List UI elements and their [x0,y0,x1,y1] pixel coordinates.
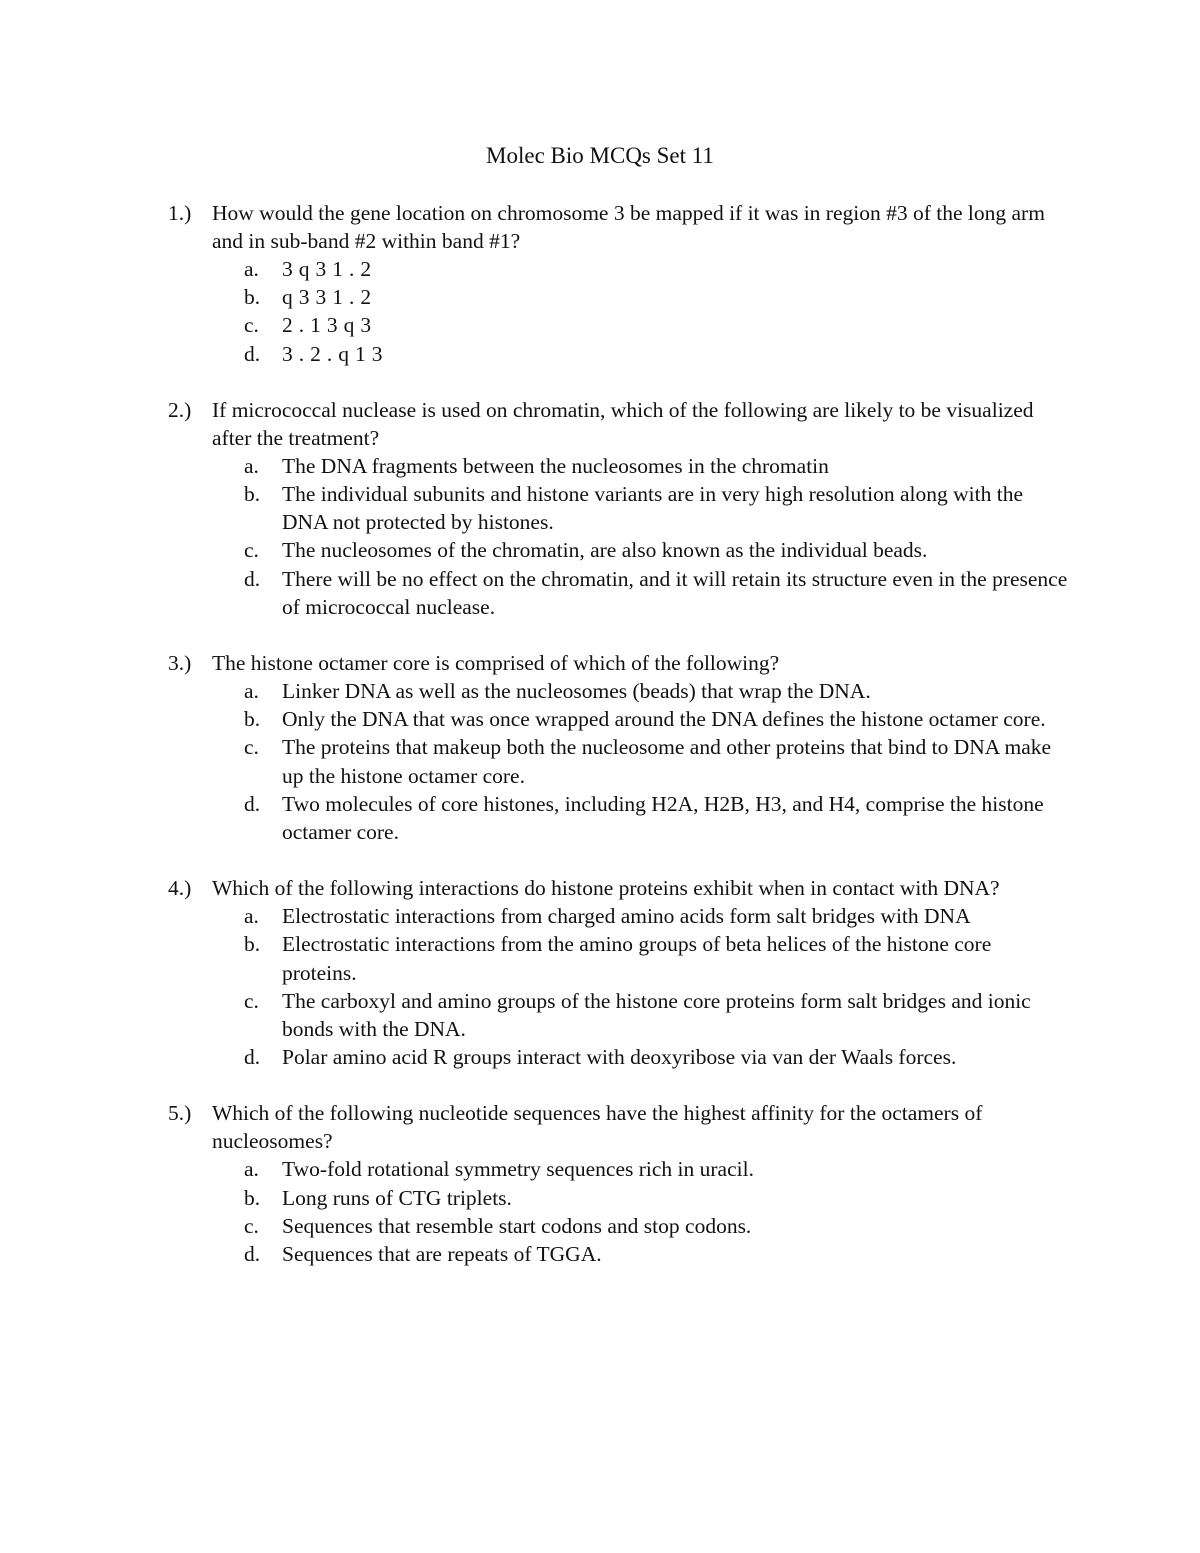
option-letter: c. [244,538,259,563]
option-text: 3.2.q13 [282,341,389,366]
option-list [244,1155,1068,1268]
option-c [244,536,1068,564]
option-d [244,1240,1068,1268]
option-text: The proteins that makeup both the nucleosome and other proteins that bind to DNA make up the histone octamer core. [282,735,1052,788]
option-letter: c. [244,313,259,338]
question-3 [168,649,1068,846]
option-d [244,565,1068,621]
option-text: The DNA fragments between the nucleosomes in the chromatin [282,453,829,478]
option-text: Electrostatic interactions from the amino groups of beta helices of the histone core proteins. [282,932,992,985]
option-c [244,987,1068,1043]
option-text: Electrostatic interactions from charged amino acids form salt bridges with DNA [282,904,971,929]
option-b [244,480,1068,536]
question-text: The histone octamer core is comprised of which of the following? [212,651,780,676]
option-list [244,677,1068,846]
question-1 [168,199,1068,368]
option-letter: d. [244,1045,261,1070]
option-d [244,790,1068,846]
option-a [244,452,1068,480]
option-letter: a. [244,679,259,704]
option-text: Only the DNA that was once wrapped around the DNA defines the histone octamer core. [282,707,1046,732]
question-number: 3.) [168,651,192,676]
option-letter: c. [244,1213,259,1238]
option-letter: b. [244,707,261,732]
question-number: 2.) [168,397,192,422]
option-c [244,1212,1068,1240]
option-text: 3q31.2 [282,257,378,281]
option-letter: c. [244,988,259,1013]
question-number: 1.) [168,201,192,225]
option-letter: a. [244,453,259,478]
option-letter: a. [244,904,259,929]
option-letter: d. [244,341,261,366]
option-text: Polar amino acid R groups interact with deoxyribose via van der Waals forces. [282,1045,957,1070]
option-d [244,340,1068,368]
option-a [244,1155,1068,1183]
option-a [244,255,1068,283]
option-text: Sequences that resemble start codons and stop codons. [282,1213,752,1238]
option-text: Two molecules of core histones, including H2A, H2B, H3, and H4, comprise the histone octamer core. [282,791,1044,845]
option-a [244,902,1068,930]
question-text: Which of the following interactions do histone proteins exhibit when in contact with DNA? [212,876,1000,901]
option-letter: c. [244,735,259,760]
option-list [244,255,1068,368]
option-letter: d. [244,1242,261,1267]
question-text: Which of the following nucleotide sequences have the highest affinity for the octamers of nucleosomes? [212,1101,983,1154]
document-title: Molec Bio MCQs Set 11 [486,143,714,168]
option-letter: b. [244,482,261,507]
option-text: q331.2 [282,285,378,310]
question-text: If micrococcal nuclease is used on chromatin, which of the following are likely to be visualized after the treatment? [212,397,1034,450]
question-list [168,199,1068,1296]
question-5 [168,1099,1068,1268]
option-c [244,733,1068,789]
question-text: How would the gene location on chromosome 3 be mapped if it was in region #3 of the long arm and in sub-band #2 within band #1? [212,201,1045,253]
option-text: There will be no effect on the chromatin, and it will retain its structure even in the presence of micrococcal nuclease. [282,566,1068,619]
option-b [244,1184,1068,1212]
option-b [244,705,1068,733]
option-b [244,930,1068,986]
question-number: 4.) [168,876,192,901]
option-text: Sequences that are repeats of TGGA. [282,1242,602,1267]
option-text: Long runs of CTG triplets. [282,1185,512,1210]
option-list [244,902,1068,1071]
option-text: Linker DNA as well as the nucleosomes (beads) that wrap the DNA. [282,679,871,704]
option-list [244,452,1068,621]
option-letter: a. [244,1157,259,1182]
option-text: The nucleosomes of the chromatin, are also known as the individual beads. [282,538,928,563]
option-c [244,311,1068,339]
option-d [244,1043,1068,1071]
option-letter: b. [244,932,261,957]
option-letter: d. [244,791,261,816]
option-text: The carboxyl and amino groups of the histone core proteins form salt bridges and ionic bonds with the DNA. [282,988,1031,1042]
option-text: Two-fold rotational symmetry sequences rich in uracil. [282,1157,754,1182]
option-letter: a. [244,257,259,281]
option-letter: b. [244,285,261,310]
option-letter: d. [244,566,261,591]
question-2 [168,396,1068,621]
question-number: 5.) [168,1101,192,1126]
option-text: The individual subunits and histone variants are in very high resolution along with the DNA not protected by histones. [282,482,1024,535]
option-letter: b. [244,1185,261,1210]
question-4 [168,874,1068,1071]
option-text: 2.13q3 [282,313,378,338]
option-b [244,283,1068,311]
option-a [244,677,1068,705]
